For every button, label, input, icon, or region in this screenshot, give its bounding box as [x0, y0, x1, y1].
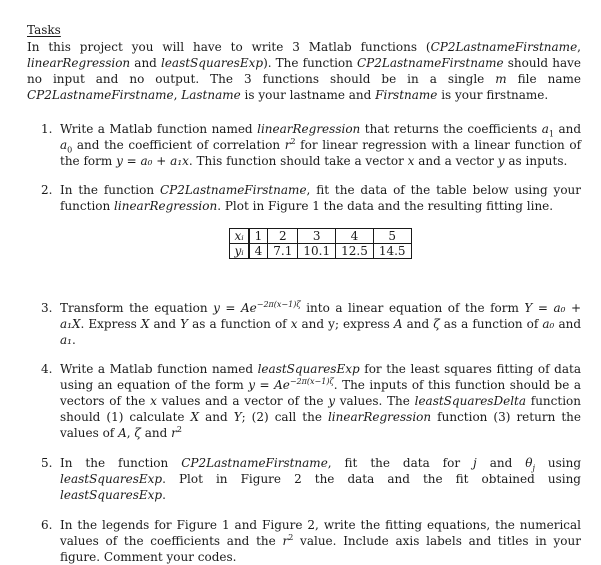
task-text: .: [71, 333, 76, 347]
task-number: 3.: [41, 301, 53, 315]
math-symbol: r: [282, 534, 289, 548]
table-cell: 2: [268, 229, 298, 244]
task-number: 6.: [41, 518, 53, 532]
task-item-6: [27, 517, 581, 565]
task-list: [27, 121, 581, 565]
task-text: In the function: [60, 183, 160, 197]
task-text: Transform the equation: [60, 301, 214, 315]
math-equation: y = Ae: [248, 378, 290, 392]
function-name: linearRegression: [327, 410, 432, 424]
function-name: CP2LastnameFirstname: [357, 56, 504, 70]
math-symbol: a: [60, 138, 68, 152]
math-equation: y = a₀ + a₁x: [116, 154, 189, 168]
task-item-3: [27, 300, 581, 348]
task-text: . Plot in Figure 1 the data and the resulting fitting line.: [217, 199, 554, 213]
function-name: leastSquaresExp: [60, 472, 163, 486]
function-name: linearRegression: [27, 56, 131, 70]
math-symbol: θ: [525, 456, 533, 470]
intro-text: ,: [577, 40, 581, 54]
task-text: ; (2) call the: [241, 410, 328, 424]
table-row-y: [230, 244, 411, 259]
math-symbol: r: [284, 138, 291, 152]
task-text: . Express: [80, 317, 141, 331]
intro-text: ). The function: [263, 56, 357, 70]
function-name: leastSquaresDelta: [414, 394, 527, 408]
math-symbol: Y: [233, 410, 242, 424]
task-text: and: [149, 317, 181, 331]
math-superscript: −2π(x−1)ζ: [289, 377, 334, 386]
task-item-5: [27, 455, 581, 503]
task-text: and: [140, 426, 172, 440]
math-superscript: 2: [176, 425, 182, 434]
task-text: value. Include axis labels and titles in your figure. Comment your codes.: [60, 534, 581, 564]
table-cell: 12.5: [336, 244, 374, 259]
intro-text: and: [130, 56, 161, 70]
task-text: as inputs.: [504, 154, 568, 168]
intro-text: In this project you will have to write 3 Matlab functions (: [27, 40, 431, 54]
task-text: and: [476, 456, 526, 470]
task-text: for linear regression with a linear function of the form: [60, 138, 582, 168]
task-text: and: [554, 317, 582, 331]
intro-text: is your firstname.: [437, 88, 549, 102]
task-text: and y; express: [297, 317, 394, 331]
math-subscript: j: [532, 463, 535, 473]
math-superscript: 2: [290, 137, 296, 146]
table-cell: 5: [373, 229, 411, 244]
task-text: and the coefficient of correlation: [72, 138, 285, 152]
task-text: . The inputs of this function should be a vectors of the: [60, 378, 581, 408]
task-text: and: [553, 122, 582, 136]
math-symbol: j: [473, 456, 477, 470]
task-text: , fit the data for: [327, 456, 474, 470]
task-text: as a function of: [439, 317, 543, 331]
task-text: .: [162, 488, 166, 502]
task-text: and: [402, 317, 434, 331]
task-number: 4.: [41, 362, 53, 376]
intro-text: ,: [173, 88, 182, 102]
math-subscript: 1: [548, 129, 554, 139]
placeholder-word: Firstname: [375, 88, 438, 102]
task-item-4: [27, 361, 581, 441]
intro-paragraph: [27, 39, 581, 103]
table-cell: 14.5: [373, 244, 411, 259]
math-symbol: A: [393, 317, 403, 331]
task-number: 5.: [41, 456, 53, 470]
task-text: using: [534, 456, 581, 470]
table-row-label: yᵢ: [230, 244, 249, 259]
intro-text: should have no input and no output. The 3 functions should be in a single: [27, 56, 581, 86]
table-cell: 4: [249, 244, 268, 259]
function-name: linearRegression: [257, 122, 361, 136]
table-cell: 3: [298, 229, 336, 244]
math-symbol: ζ: [134, 426, 141, 440]
task-text: function (3) return the values of: [60, 410, 581, 440]
task-text: Write a Matlab function named: [60, 122, 258, 136]
math-symbol: x: [150, 394, 157, 408]
task-text: values. The: [334, 394, 415, 408]
function-name: CP2LastnameFirstname: [27, 88, 174, 102]
task-number: 1.: [41, 122, 53, 136]
math-symbol: a: [541, 122, 549, 136]
function-name: CP2LastnameFirstname: [430, 40, 578, 54]
data-table-wrapper: [27, 228, 581, 259]
table-cell: 1: [249, 229, 268, 244]
intro-text: is your lastname and: [240, 88, 376, 102]
math-symbol: A: [118, 426, 127, 440]
task-text: and: [199, 410, 234, 424]
task-item-2: [27, 182, 581, 259]
task-text: In the function: [60, 456, 182, 470]
task-text: , fit the data of the table below using your function: [60, 183, 582, 213]
math-superscript: −2π(x−1)ζ: [256, 300, 301, 309]
function-name: linearRegression: [114, 199, 218, 213]
function-name: leastSquaresExp: [257, 362, 360, 376]
math-symbol: y: [328, 394, 335, 408]
task-text: In the legends for Figure 1 and Figure 2, write the fitting equations, the numerical values of the coefficients and the: [60, 518, 581, 548]
file-extension: m: [495, 72, 507, 86]
table-row-label: xᵢ: [230, 229, 249, 244]
table-cell: 7.1: [268, 244, 298, 259]
math-symbol: X: [140, 317, 150, 331]
math-subscript: 0: [67, 145, 73, 155]
data-table: [229, 228, 411, 259]
function-name: leastSquaresExp: [160, 56, 264, 70]
math-symbol: X: [190, 410, 200, 424]
math-equation: Y = a₀ + a₁X: [60, 301, 581, 331]
task-item-1: [27, 121, 581, 169]
math-symbol: ζ: [433, 317, 440, 331]
math-symbol: r: [171, 426, 177, 440]
table-cell: 4: [336, 229, 374, 244]
math-superscript: 2: [288, 533, 294, 542]
placeholder-word: Lastname: [181, 88, 241, 102]
task-text: Write a Matlab function named: [60, 362, 258, 376]
task-text: . This function should take a vector: [188, 154, 408, 168]
task-text: ,: [126, 426, 135, 440]
task-text: and a vector: [414, 154, 498, 168]
task-text: function should (1) calculate: [60, 394, 581, 424]
function-name: CP2LastnameFirstname: [181, 456, 328, 470]
math-symbol: x: [290, 317, 298, 331]
intro-text: file name: [506, 72, 581, 86]
task-text: as a function of: [188, 317, 291, 331]
table-row-x: [230, 229, 411, 244]
function-name: CP2LastnameFirstname: [159, 183, 307, 197]
task-text: into a linear equation of the form: [300, 301, 525, 315]
table-cell: 10.1: [298, 244, 336, 259]
function-name: leastSquaresExp: [60, 488, 163, 502]
math-symbol: Y: [180, 317, 188, 331]
page-title: Tasks: [27, 23, 61, 37]
math-symbol: a₁: [60, 333, 72, 347]
math-symbol: y: [497, 154, 505, 168]
task-number: 2.: [41, 183, 53, 197]
task-text: for the least squares fitting of data using an equation of the form: [60, 362, 581, 392]
math-symbol: a₀: [542, 317, 555, 331]
task-text: values and a vector of the: [156, 394, 329, 408]
math-equation: y = Ae: [213, 301, 257, 315]
task-text: that returns the coefficients: [360, 122, 542, 136]
math-symbol: x: [407, 154, 415, 168]
task-text: . Plot in Figure 2 the data and the fit obtained using: [162, 472, 581, 486]
